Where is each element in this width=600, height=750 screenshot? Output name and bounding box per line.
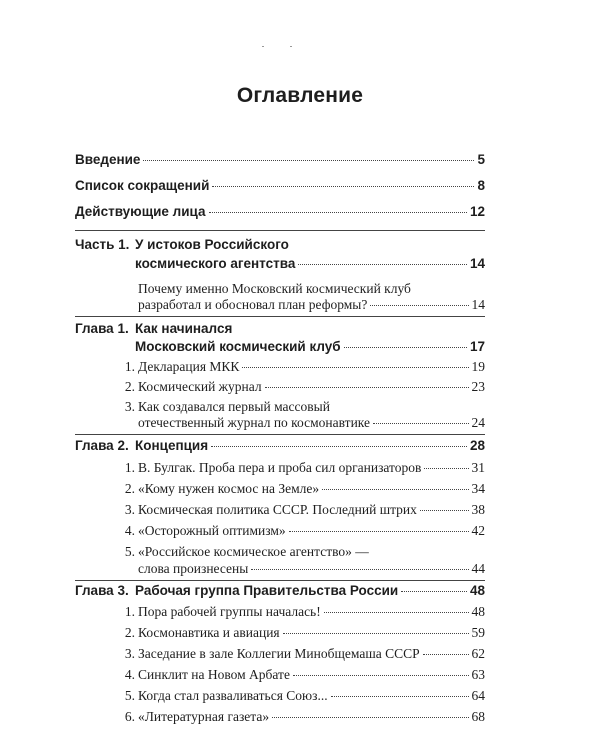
section-label: «Литературная газета»: [138, 709, 270, 724]
dot-leader: [298, 264, 467, 265]
toc-page-number: 23: [471, 379, 485, 394]
toc-entry-section[interactable]: [138, 481, 485, 497]
section-number: 1.: [124, 359, 135, 374]
section-label: Заседание в зале Коллегии Минобщемаша СССР: [138, 646, 420, 661]
toc-entry-part1[interactable]: [135, 256, 485, 271]
toc-page-number: 14: [469, 256, 485, 271]
toc-entry-chapter2[interactable]: [135, 438, 485, 453]
dot-leader: [293, 675, 469, 676]
section-number: 2.: [124, 481, 135, 496]
toc-entry-part1-intro[interactable]: [138, 297, 485, 313]
section-label: Пора рабочей группы началась!: [138, 604, 321, 619]
dot-leader: [424, 468, 468, 469]
toc-page-number: 38: [471, 502, 485, 517]
section-label: Космический журнал: [138, 379, 262, 394]
toc-page-number: 68: [471, 709, 485, 724]
section-label: Когда стал разваливаться Союз...: [138, 688, 328, 703]
section-label: Космонавтика и авиация: [138, 625, 280, 640]
toc-page-number: 42: [471, 523, 485, 538]
part-intro-line1[interactable]: Почему именно Московский космический клуб: [138, 281, 411, 296]
section-number: 2.: [124, 379, 135, 394]
dot-leader: [324, 612, 469, 613]
toc-entry-section[interactable]: [138, 379, 485, 395]
dot-leader: [331, 696, 469, 697]
dot-leader: [272, 717, 468, 718]
chapter-title-line2: Московский космический клуб: [135, 339, 341, 354]
section-number: 3.: [124, 646, 135, 661]
section-label-line2: отечественный журнал по космонавтике: [138, 415, 371, 430]
section-label: «Осторожный оптимизм»: [138, 523, 286, 538]
section-label: Синклит на Новом Арбате: [138, 667, 290, 682]
dot-leader: [344, 347, 467, 348]
part-intro-line2: разработал и обосновал план реформы?: [138, 297, 368, 312]
dot-leader: [283, 633, 469, 634]
toc-page-number: 64: [471, 688, 485, 703]
toc-entry-section[interactable]: [138, 415, 485, 431]
section-number: 6.: [124, 709, 135, 724]
dot-leader: [209, 212, 467, 213]
toc-page-number: 14: [471, 297, 485, 312]
page-title: Оглавление: [236, 84, 364, 107]
toc-page-number: 63: [471, 667, 485, 682]
section-number: 4.: [124, 523, 135, 538]
dot-leader: [143, 160, 474, 161]
chapter-prefix: Глава 1.: [75, 321, 129, 336]
section-number: 5.: [124, 544, 135, 559]
dot-leader: [212, 186, 474, 187]
toc-page-number: 59: [471, 625, 485, 640]
chapter-title-line1[interactable]: Как начинался: [135, 321, 233, 336]
toc-entry-section[interactable]: [138, 502, 485, 518]
toc-entry-section[interactable]: [138, 561, 485, 577]
toc-page-number: 8: [477, 178, 485, 193]
chapter-prefix: Глава 3.: [75, 583, 129, 598]
toc-page-number: 19: [471, 359, 485, 374]
toc-entry-section[interactable]: [138, 625, 485, 641]
toc-page-number: 17: [469, 339, 485, 354]
section-number: 3.: [124, 399, 135, 414]
section-label: «Кому нужен космос на Земле»: [138, 481, 320, 496]
toc-entry-section[interactable]: [138, 709, 485, 725]
dot-leader: [322, 489, 468, 490]
part-title-line1[interactable]: У истоков Российского: [135, 237, 289, 252]
section-label-line2: слова произнесены: [138, 561, 249, 576]
chapter-title: Рабочая группа Правительства России: [135, 583, 399, 598]
section-label: В. Булгак. Проба пера и проба сил организаторов: [138, 460, 422, 475]
toc-entry-label: Введение: [75, 152, 141, 167]
dot-leader: [423, 654, 469, 655]
toc-entry-introduction[interactable]: [75, 152, 485, 167]
toc-entry-section[interactable]: [138, 688, 485, 704]
toc-entry-label: Действующие лица: [75, 204, 206, 219]
toc-page-number: 24: [471, 415, 485, 430]
chapter-prefix: Глава 2.: [75, 438, 129, 453]
section-divider: [75, 230, 485, 231]
dot-leader: [242, 367, 468, 368]
dot-leader: [211, 446, 467, 447]
toc-page-number: 31: [471, 460, 485, 475]
part-prefix: Часть 1.: [75, 237, 130, 252]
toc-entry-characters[interactable]: [75, 204, 485, 219]
toc-entry-label: Список сокращений: [75, 178, 210, 193]
dot-leader: [401, 591, 467, 592]
dot-leader: [370, 305, 468, 306]
toc-page-number: 48: [471, 604, 485, 619]
dot-leader: [265, 387, 469, 388]
toc-entry-chapter3[interactable]: [135, 583, 485, 598]
toc-entry-section[interactable]: [138, 359, 485, 375]
section-label-line1[interactable]: Как создавался первый массовый: [138, 399, 330, 414]
dot-leader: [289, 531, 469, 532]
section-divider: [75, 434, 485, 435]
section-number: 1.: [124, 460, 135, 475]
section-number: 2.: [124, 625, 135, 640]
section-divider: [75, 580, 485, 581]
section-number: 1.: [124, 604, 135, 619]
toc-entry-chapter1[interactable]: [135, 339, 485, 354]
toc-page-number: 34: [471, 481, 485, 496]
part-title-line2: космического агентства: [135, 256, 296, 271]
toc-page-number: 28: [469, 438, 485, 453]
section-label: Космическая политика СССР. Последний штрих: [138, 502, 417, 517]
toc-page-number: 48: [469, 583, 485, 598]
toc-entry-section[interactable]: [138, 523, 485, 539]
toc-entry-section[interactable]: [138, 460, 485, 476]
section-number: 5.: [124, 688, 135, 703]
dot-leader: [251, 569, 468, 570]
toc-page-number: 62: [471, 646, 485, 661]
dot-leader: [373, 423, 468, 424]
section-number: 4.: [124, 667, 135, 682]
toc-page-number: 5: [477, 152, 485, 167]
chapter-title: Концепция: [135, 438, 209, 453]
dot-leader: [420, 510, 469, 511]
scan-speck: [262, 46, 264, 47]
section-divider: [75, 316, 485, 317]
scan-speck: [290, 46, 292, 47]
toc-page-number: 12: [469, 204, 485, 219]
section-number: 3.: [124, 502, 135, 517]
toc-entry-abbreviations[interactable]: [75, 178, 485, 193]
toc-entry-section[interactable]: [138, 646, 485, 662]
section-label-line1[interactable]: «Российское космическое агентство» —: [138, 544, 369, 559]
section-label: Декларация МКК: [138, 359, 240, 374]
toc-entry-section[interactable]: [138, 667, 485, 683]
toc-page-number: 44: [471, 561, 485, 576]
toc-entry-section[interactable]: [138, 604, 485, 620]
